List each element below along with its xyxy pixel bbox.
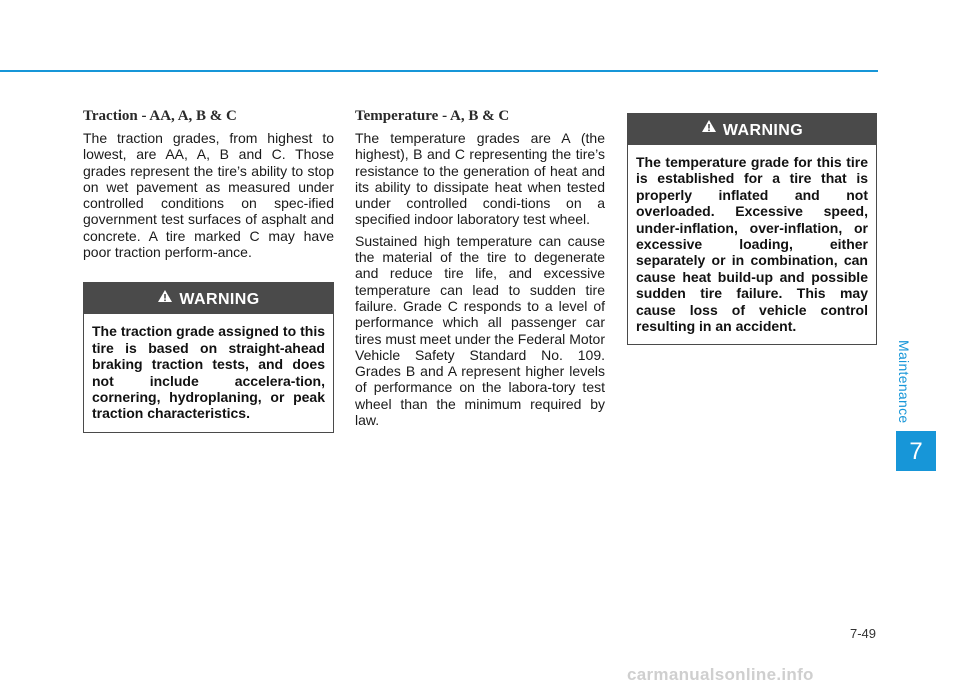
traction-paragraph: The traction grades, from highest to lowest, are AA, A, B and C. Those grades represent the tire’s ability to stop on wet pavement as measured under controlled conditions on spec-ified government test surfaces of asphalt and concrete. A tire marked C may have poor traction perform-ance. <box>83 130 334 261</box>
warning-triangle-icon <box>701 112 717 145</box>
traction-section <box>83 108 334 433</box>
warning-title: WARNING <box>179 291 260 309</box>
section-label-text: Maintenance <box>896 340 912 424</box>
page-number: 7-49 <box>849 626 876 641</box>
temperature-paragraph-1: The temperature grades are A (the highest), B and C representing the tire’s resistance to the generation of heat and its ability to dissipate heat when tested under controlled condi-tions on a specified indoor laboratory test wheel. <box>355 130 605 228</box>
traction-heading: Traction - AA, A, B & C <box>83 108 237 124</box>
temperature-warning-box <box>627 113 877 345</box>
section-side-label <box>896 340 922 430</box>
traction-warning-box <box>83 282 334 432</box>
temperature-paragraph-2: Sustained high temperature can cause the material of the tire to degenerate and reduce tire life, and excessive temperature can lead to sudden tire failure. Grade C responds to a level of performance which all passenger car tires must meet under the Federal Motor Vehicle Safety Standard No. 109. Grades B and A represent higher levels of performance on the labora-tory test wheel than the minimum required by law. <box>355 232 605 429</box>
header-rule <box>0 70 878 72</box>
temperature-section <box>355 108 605 433</box>
watermark-text: carmanualsonline.info <box>627 665 814 684</box>
warning-triangle-icon <box>157 282 173 315</box>
temperature-heading: Temperature - A, B & C <box>355 108 510 124</box>
warning-title: WARNING <box>722 122 804 139</box>
warning-header <box>628 114 876 145</box>
watermark-bar <box>0 660 960 689</box>
warning-header <box>84 283 333 314</box>
chapter-tab: 7 <box>896 431 936 471</box>
temperature-warning-column <box>627 113 877 345</box>
warning-text: The temperature grade for this tire is established for a tire that is properly inflated and not overloaded. Excessive speed, under-inflation, over-inflation, or excessive loading, either separately or in combination, can cause heat build-up and possible sudden tire failure. This may cause loss of vehicle control resulting in an accident. <box>636 154 868 335</box>
warning-text: The traction grade assigned to this tire is based on straight-ahead braking traction tests, and does not include accelera-tion, cornering, hydroplaning, or peak traction characteristics. <box>92 323 325 422</box>
